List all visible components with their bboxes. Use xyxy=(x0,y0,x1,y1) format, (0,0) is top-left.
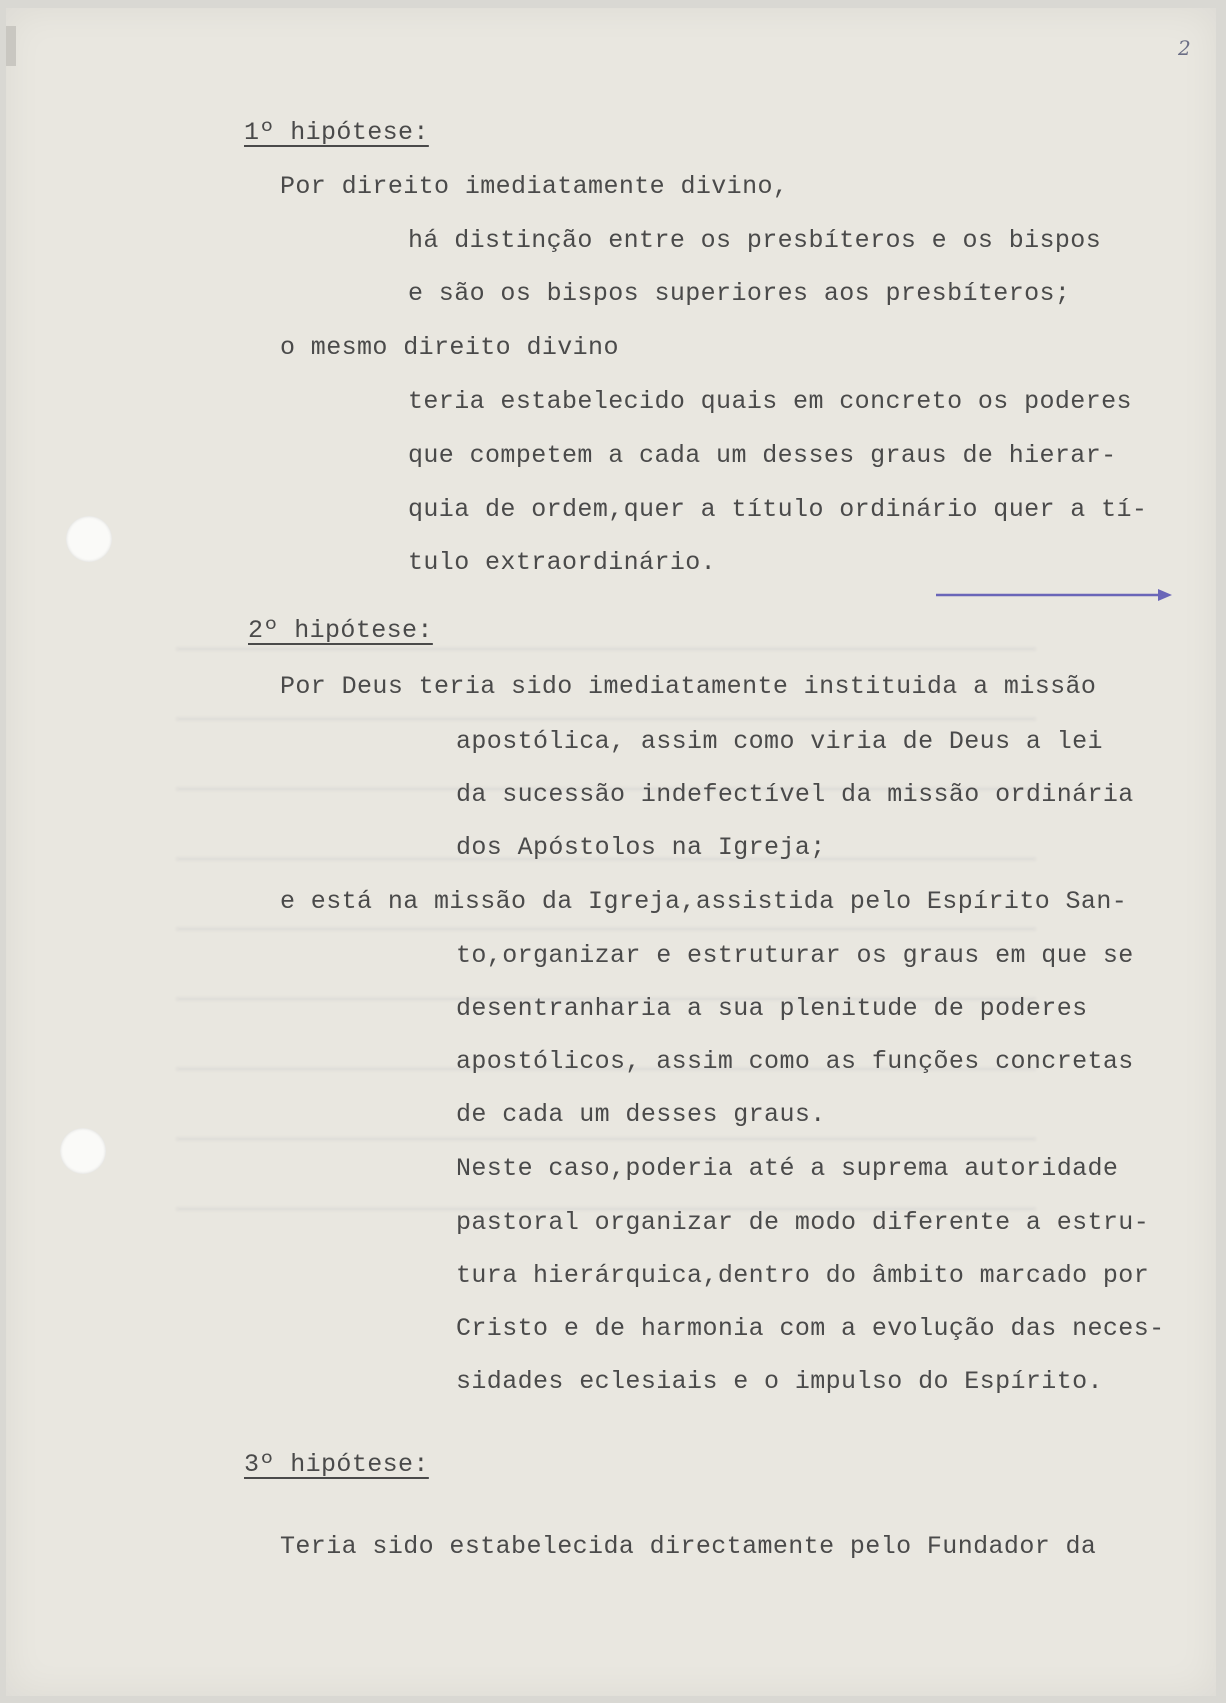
section-2-line-3: da sucessão indefectível da missão ordinária xyxy=(456,780,1134,809)
section-3-line-1: Teria sido estabelecida directamente pelo Fundador da xyxy=(280,1532,1097,1561)
section-1-line-6: que competem a cada um desses graus de hierar- xyxy=(408,441,1117,470)
section-2-line-5: e está na missão da Igreja,assistida pelo Espírito San- xyxy=(280,887,1128,916)
section-1-line-8: tulo extraordinário. xyxy=(408,548,717,577)
section-2-line-2: apostólica, assim como viria de Deus a lei xyxy=(456,727,1103,756)
section-2-line-13: Cristo e de harmonia com a evolução das neces- xyxy=(456,1314,1165,1343)
punch-hole-top xyxy=(66,516,112,562)
section-2-heading: 2º hipótese: xyxy=(248,616,433,645)
section-2-line-8: apostólicos, assim como as funções concretas xyxy=(456,1047,1134,1076)
section-3-heading: 3º hipótese: xyxy=(244,1450,429,1479)
page-number: 2 xyxy=(1178,36,1191,60)
section-1-line-5: teria estabelecido quais em concreto os poderes xyxy=(408,387,1132,416)
section-2-line-4: dos Apóstolos na Igreja; xyxy=(456,833,826,862)
page-edge-mark xyxy=(6,26,16,66)
section-2-line-14: sidades eclesiais e o impulso do Espírito. xyxy=(456,1367,1103,1396)
section-1-line-2: há distinção entre os presbíteros e os bispos xyxy=(408,226,1102,255)
section-1-line-3: e são os bispos superiores aos presbíteros; xyxy=(408,279,1071,308)
section-2-line-6: to,organizar e estruturar os graus em que se xyxy=(456,941,1134,970)
section-1-heading: 1º hipótese: xyxy=(244,118,429,147)
section-2-line-10: Neste caso,poderia até a suprema autoridade xyxy=(456,1154,1119,1183)
section-1-line-4: o mesmo direito divino xyxy=(280,333,619,362)
arrow-right-icon xyxy=(936,588,1172,602)
section-2-line-12: tura hierárquica,dentro do âmbito marcado por xyxy=(456,1261,1150,1290)
section-1-line-7: quia de ordem,quer a título ordinário quer a tí- xyxy=(408,495,1148,524)
section-2-line-1: Por Deus teria sido imediatamente instituida a missão xyxy=(280,672,1097,701)
section-2-line-11: pastoral organizar de modo diferente a estru- xyxy=(456,1208,1150,1237)
section-2-line-7: desentranharia a sua plenitude de poderes xyxy=(456,994,1088,1023)
punch-hole-bottom xyxy=(60,1128,106,1174)
section-1-line-1: Por direito imediatamente divino, xyxy=(280,172,789,201)
section-2-line-9: de cada um desses graus. xyxy=(456,1100,826,1129)
